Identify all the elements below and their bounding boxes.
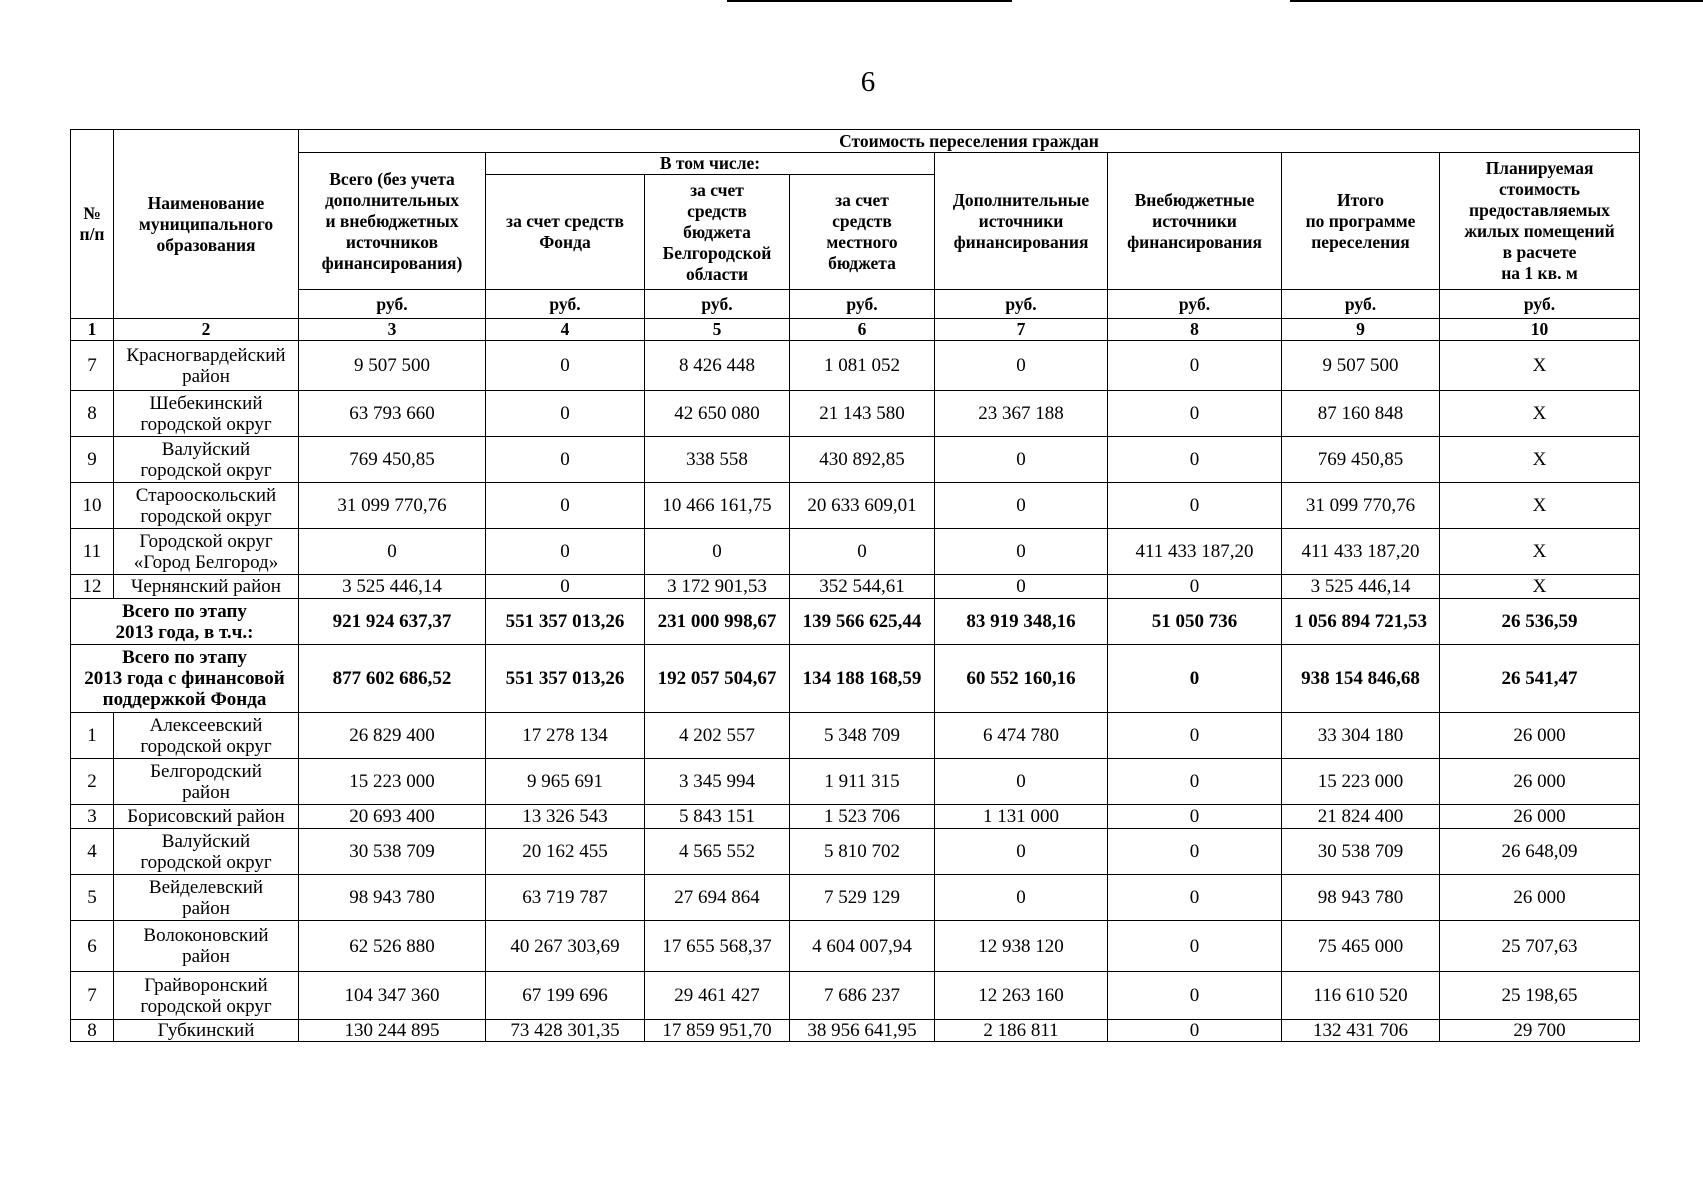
- table-row: [71, 829, 1640, 875]
- municipality-name: Белгородский район: [114, 759, 299, 805]
- table-cell: 21 143 580: [790, 391, 935, 437]
- table-cell: 0: [935, 437, 1108, 483]
- table-row: [71, 805, 1640, 829]
- row-number: 8: [71, 1020, 114, 1042]
- top-rule-right: [1290, 0, 1703, 2]
- municipality-name: Грайворонский городской округ: [114, 972, 299, 1020]
- table-cell: Х: [1440, 575, 1640, 599]
- column-number: 5: [645, 319, 790, 341]
- table-cell: 83 919 348,16: [935, 599, 1108, 645]
- table-cell: 3 345 994: [645, 759, 790, 805]
- table-cell: 15 223 000: [299, 759, 486, 805]
- municipality-name: Губкинский: [114, 1020, 299, 1042]
- municipality-name: Чернянский район: [114, 575, 299, 599]
- municipality-name: Красногвардейский район: [114, 341, 299, 391]
- table-cell: 20 633 609,01: [790, 483, 935, 529]
- table-cell: 75 465 000: [1282, 921, 1440, 972]
- table-cell: Х: [1440, 391, 1640, 437]
- table-cell: 7 686 237: [790, 972, 935, 1020]
- table-cell: 0: [935, 529, 1108, 575]
- table-row: [71, 529, 1640, 575]
- table-cell: 12 263 160: [935, 972, 1108, 1020]
- header-total: Всего (без учета дополнительных и внебюджетных источников финансирования): [299, 153, 486, 290]
- table-cell: 551 357 013,26: [486, 599, 645, 645]
- row-number: 5: [71, 875, 114, 921]
- table-cell: 26 000: [1440, 875, 1640, 921]
- table-cell: 25 707,63: [1440, 921, 1640, 972]
- table-cell: 26 648,09: [1440, 829, 1640, 875]
- header-extrabudget: Внебюджетные источники финансирования: [1108, 153, 1282, 290]
- table-cell: 134 188 168,59: [790, 645, 935, 713]
- table-cell: 0: [486, 483, 645, 529]
- table-cell: 25 198,65: [1440, 972, 1640, 1020]
- row-number: 2: [71, 759, 114, 805]
- table-cell: 30 538 709: [1282, 829, 1440, 875]
- municipality-name: Валуйский городской округ: [114, 829, 299, 875]
- table-cell: 104 347 360: [299, 972, 486, 1020]
- table-cell: 26 000: [1440, 805, 1640, 829]
- table-cell: 17 859 951,70: [645, 1020, 790, 1042]
- table-row: [71, 875, 1640, 921]
- table-cell: 0: [1108, 759, 1282, 805]
- table-cell: 27 694 864: [645, 875, 790, 921]
- header-fund: за счет средств Фонда: [486, 175, 645, 290]
- table-cell: 3 525 446,14: [299, 575, 486, 599]
- column-number: 9: [1282, 319, 1440, 341]
- table-cell: 0: [790, 529, 935, 575]
- table-cell: 63 793 660: [299, 391, 486, 437]
- total-label: Всего по этапу 2013 года с финансовой поддержкой Фонда: [71, 645, 299, 713]
- header-regional: за счет средств бюджета Белгородской области: [645, 175, 790, 290]
- table-cell: 1 131 000: [935, 805, 1108, 829]
- column-number: 8: [1108, 319, 1282, 341]
- column-number: 3: [299, 319, 486, 341]
- table-cell: 6 474 780: [935, 713, 1108, 759]
- table-cell: 67 199 696: [486, 972, 645, 1020]
- table-row: [71, 713, 1640, 759]
- municipality-name: Шебекинский городской округ: [114, 391, 299, 437]
- table-cell: 0: [1108, 921, 1282, 972]
- table-cell: 4 565 552: [645, 829, 790, 875]
- table-cell: 2 186 811: [935, 1020, 1108, 1042]
- table-header: [71, 130, 1640, 341]
- table-cell: 411 433 187,20: [1282, 529, 1440, 575]
- table-cell: Х: [1440, 341, 1640, 391]
- table-cell: 8 426 448: [645, 341, 790, 391]
- table-cell: 17 655 568,37: [645, 921, 790, 972]
- table-cell: 17 278 134: [486, 713, 645, 759]
- table-row: [71, 972, 1640, 1020]
- table-cell: 231 000 998,67: [645, 599, 790, 645]
- table-row: [71, 759, 1640, 805]
- table-cell: 42 650 080: [645, 391, 790, 437]
- municipality-name: Волоконовский район: [114, 921, 299, 972]
- table-body-totals: [71, 599, 1640, 713]
- table-cell: 26 541,47: [1440, 645, 1640, 713]
- header-local: за счет средств местного бюджета: [790, 175, 935, 290]
- table-cell: 9 507 500: [299, 341, 486, 391]
- table-cell: 0: [935, 759, 1108, 805]
- column-number: 10: [1440, 319, 1640, 341]
- table-cell: 29 700: [1440, 1020, 1640, 1042]
- unit-cell: руб.: [645, 290, 790, 319]
- unit-cell: руб.: [1282, 290, 1440, 319]
- column-number: 6: [790, 319, 935, 341]
- table-cell: 31 099 770,76: [1282, 483, 1440, 529]
- table-cell: 73 428 301,35: [486, 1020, 645, 1042]
- table-cell: 139 566 625,44: [790, 599, 935, 645]
- row-number: 4: [71, 829, 114, 875]
- unit-cell: руб.: [935, 290, 1108, 319]
- table-cell: 4 202 557: [645, 713, 790, 759]
- table-cell: 87 160 848: [1282, 391, 1440, 437]
- table-cell: 21 824 400: [1282, 805, 1440, 829]
- table-cell: 338 558: [645, 437, 790, 483]
- table-cell: 0: [486, 437, 645, 483]
- table-cell: Х: [1440, 483, 1640, 529]
- table-cell: 0: [1108, 875, 1282, 921]
- table-cell: 0: [1108, 645, 1282, 713]
- table-cell: 1 523 706: [790, 805, 935, 829]
- table-cell: 0: [1108, 483, 1282, 529]
- column-number: 4: [486, 319, 645, 341]
- table-cell: 7 529 129: [790, 875, 935, 921]
- header-planned-cost: Планируемая стоимость предоставляемых жилых помещений в расчете на 1 кв. м: [1440, 153, 1640, 290]
- table-body-municipalities-b: [71, 713, 1640, 1042]
- unit-cell: руб.: [1108, 290, 1282, 319]
- table-cell: 3 172 901,53: [645, 575, 790, 599]
- table-cell: Х: [1440, 437, 1640, 483]
- row-number: 7: [71, 341, 114, 391]
- table-body-municipalities-a: [71, 341, 1640, 599]
- row-number: 11: [71, 529, 114, 575]
- row-number: 3: [71, 805, 114, 829]
- table-cell: 62 526 880: [299, 921, 486, 972]
- header-program-total: Итого по программе переселения: [1282, 153, 1440, 290]
- unit-cell: руб.: [299, 290, 486, 319]
- table-cell: 1 056 894 721,53: [1282, 599, 1440, 645]
- table-cell: 0: [1108, 1020, 1282, 1042]
- table-cell: 40 267 303,69: [486, 921, 645, 972]
- total-row-2013-fund: [71, 645, 1640, 713]
- table-cell: 0: [1108, 829, 1282, 875]
- table-cell: 23 367 188: [935, 391, 1108, 437]
- table-cell: 877 602 686,52: [299, 645, 486, 713]
- table-cell: 5 348 709: [790, 713, 935, 759]
- unit-cell: руб.: [486, 290, 645, 319]
- header-name: Наименование муниципального образования: [114, 130, 299, 319]
- table-cell: 31 099 770,76: [299, 483, 486, 529]
- table-cell: 0: [1108, 575, 1282, 599]
- municipality-name: Старооскольский городской округ: [114, 483, 299, 529]
- table-cell: 0: [935, 341, 1108, 391]
- table-row: [71, 1020, 1640, 1042]
- table-cell: 60 552 160,16: [935, 645, 1108, 713]
- table-cell: 130 244 895: [299, 1020, 486, 1042]
- table-cell: 20 162 455: [486, 829, 645, 875]
- table-cell: 0: [486, 575, 645, 599]
- table-cell: 15 223 000: [1282, 759, 1440, 805]
- table-cell: 3 525 446,14: [1282, 575, 1440, 599]
- table-cell: 12 938 120: [935, 921, 1108, 972]
- municipality-name: Валуйский городской округ: [114, 437, 299, 483]
- table-cell: 98 943 780: [299, 875, 486, 921]
- table-cell: 63 719 787: [486, 875, 645, 921]
- row-number: 7: [71, 972, 114, 1020]
- table-cell: 1 081 052: [790, 341, 935, 391]
- table-cell: 5 843 151: [645, 805, 790, 829]
- table-cell: 9 965 691: [486, 759, 645, 805]
- table-cell: 0: [486, 391, 645, 437]
- table-cell: 26 829 400: [299, 713, 486, 759]
- table-cell: 9 507 500: [1282, 341, 1440, 391]
- municipality-name: Борисовский район: [114, 805, 299, 829]
- table-cell: 0: [935, 829, 1108, 875]
- table-cell: 51 050 736: [1108, 599, 1282, 645]
- table-cell: 132 431 706: [1282, 1020, 1440, 1042]
- table-cell: Х: [1440, 529, 1640, 575]
- table-cell: 430 892,85: [790, 437, 935, 483]
- table-cell: 10 466 161,75: [645, 483, 790, 529]
- resettlement-cost-table: [70, 129, 1640, 1042]
- table-row: [71, 483, 1640, 529]
- unit-cell: руб.: [1440, 290, 1640, 319]
- municipality-name: Городской округ «Город Белгород»: [114, 529, 299, 575]
- total-label: Всего по этапу 2013 года, в т.ч.:: [71, 599, 299, 645]
- header-num: № п/п: [71, 130, 114, 319]
- row-number: 12: [71, 575, 114, 599]
- table-cell: 5 810 702: [790, 829, 935, 875]
- header-additional: Дополнительные источники финансирования: [935, 153, 1108, 290]
- row-number: 10: [71, 483, 114, 529]
- row-number: 9: [71, 437, 114, 483]
- table-cell: 411 433 187,20: [1108, 529, 1282, 575]
- column-number: 2: [114, 319, 299, 341]
- table-cell: 0: [935, 875, 1108, 921]
- row-number: 6: [71, 921, 114, 972]
- table-cell: 192 057 504,67: [645, 645, 790, 713]
- table-cell: 0: [935, 575, 1108, 599]
- table-cell: 938 154 846,68: [1282, 645, 1440, 713]
- header-subgroup-title: В том числе:: [486, 153, 935, 175]
- table-cell: 769 450,85: [1282, 437, 1440, 483]
- header-group-title: Стоимость переселения граждан: [299, 130, 1640, 153]
- row-number: 8: [71, 391, 114, 437]
- table-row: [71, 921, 1640, 972]
- table-cell: 33 304 180: [1282, 713, 1440, 759]
- table-row: [71, 437, 1640, 483]
- table-cell: 0: [1108, 972, 1282, 1020]
- table-cell: 26 000: [1440, 713, 1640, 759]
- column-number: 1: [71, 319, 114, 341]
- table-cell: 38 956 641,95: [790, 1020, 935, 1042]
- table-cell: 29 461 427: [645, 972, 790, 1020]
- column-number: 7: [935, 319, 1108, 341]
- table-cell: 13 326 543: [486, 805, 645, 829]
- table-cell: 921 924 637,37: [299, 599, 486, 645]
- table-cell: 98 943 780: [1282, 875, 1440, 921]
- page-number: 6: [860, 66, 876, 98]
- table-cell: 0: [645, 529, 790, 575]
- table-cell: 0: [1108, 391, 1282, 437]
- table-cell: 0: [935, 483, 1108, 529]
- table-cell: 551 357 013,26: [486, 645, 645, 713]
- row-number: 1: [71, 713, 114, 759]
- unit-cell: руб.: [790, 290, 935, 319]
- table-row: [71, 391, 1640, 437]
- municipality-name: Вейделевский район: [114, 875, 299, 921]
- top-rule-left: [727, 0, 1012, 2]
- table-row: [71, 341, 1640, 391]
- table-cell: 0: [1108, 437, 1282, 483]
- total-row-2013: [71, 599, 1640, 645]
- table-cell: 0: [486, 529, 645, 575]
- table-cell: 4 604 007,94: [790, 921, 935, 972]
- table-cell: 352 544,61: [790, 575, 935, 599]
- municipality-name: Алексеевский городской округ: [114, 713, 299, 759]
- table-cell: 0: [299, 529, 486, 575]
- table-cell: 26 000: [1440, 759, 1640, 805]
- table-cell: 0: [486, 341, 645, 391]
- table-cell: 0: [1108, 341, 1282, 391]
- table-cell: 30 538 709: [299, 829, 486, 875]
- table-cell: 26 536,59: [1440, 599, 1640, 645]
- table-cell: 0: [1108, 713, 1282, 759]
- table-row: [71, 575, 1640, 599]
- table-cell: 20 693 400: [299, 805, 486, 829]
- table-cell: 0: [1108, 805, 1282, 829]
- table-cell: 769 450,85: [299, 437, 486, 483]
- table-cell: 116 610 520: [1282, 972, 1440, 1020]
- table-cell: 1 911 315: [790, 759, 935, 805]
